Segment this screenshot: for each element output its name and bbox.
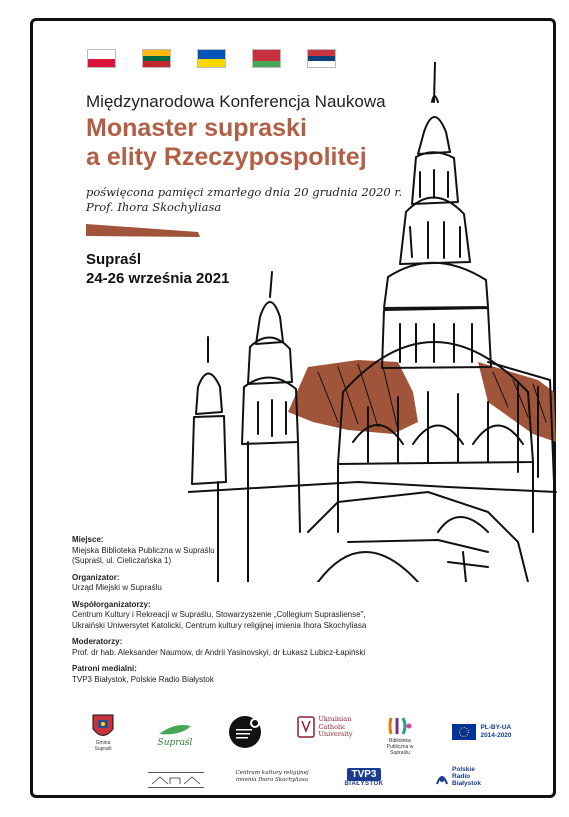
coat-of-arms-icon	[92, 714, 114, 740]
polskie-radio-text	[452, 766, 481, 787]
conference-subtitle: Międzynarodowa Konferencja Naukowa	[86, 92, 386, 111]
organizer-name: Urząd Miejski w Supraślu	[72, 583, 162, 592]
leaf-icon	[155, 722, 195, 738]
centrum-kultury-i-rekreacji-logo	[148, 772, 204, 788]
moderators-label: Moderatorzy:	[72, 637, 123, 646]
suprasl-logo	[150, 722, 200, 748]
moderators-names: Prof. dr hab. Aleksander Naumow, dr Andrii Yasinovskyi, dr Łukasz Lubicz-Łapiński	[72, 647, 366, 657]
eu-flag-icon	[452, 724, 476, 740]
suprasl-logo-text: Supraśl	[157, 738, 193, 748]
ucu-emblem-icon	[297, 716, 315, 738]
polskie-radio-line-2: Radio	[452, 773, 471, 780]
title-line-2: a elity Rzeczypospolitej	[86, 143, 367, 171]
venue-section	[72, 535, 512, 567]
organizer-label: Organizator:	[72, 572, 120, 582]
tvp3-badge: TVP3	[347, 768, 380, 781]
tvp3-logo	[344, 768, 384, 787]
place: Supraśl	[86, 251, 142, 268]
gmina-suprasl-logo	[86, 714, 120, 752]
ucu-line-2: Catholic	[318, 722, 346, 731]
venue-address: (Supraśl, ul. Cieliczańska 1)	[72, 556, 172, 565]
coorganizers-label: Współorganizatorzy:	[72, 599, 151, 609]
ucu-text	[318, 716, 352, 739]
event-details	[72, 535, 512, 691]
radio-wave-icon	[435, 768, 449, 786]
library-icon	[387, 714, 413, 738]
dedication-line-1: poświęcona pamięci zmarłego dnia 20 grudnia 2020 r.	[86, 185, 403, 199]
gmina-label: Gmina Supraśl	[94, 740, 112, 752]
coorganizers-line-1: Centrum Kultury i Rekreacji w Supraślu, Stowarzyszenie „Collegium Suprasliense",	[72, 610, 366, 619]
collegium-suprasliense-logo	[227, 714, 263, 750]
poland-flag	[87, 49, 116, 68]
title-line-1: Monaster supraski	[86, 114, 307, 142]
polskie-radio-line-3: Białystok	[452, 780, 481, 787]
eu-program-line-2: 2014-2020	[480, 732, 512, 739]
polskie-radio-line-1: Polskie	[452, 766, 475, 773]
centrum-kultury-line-2: imienia Ihora Skochyliasa	[235, 777, 309, 783]
collegium-circle-icon	[228, 715, 262, 749]
eu-program-logo	[444, 724, 520, 740]
monastery-sketch-illustration	[188, 62, 558, 582]
coorganizers-line-2: Ukraiński Uniwersytet Katolicki, Centrum kultury religijnej imienia Ihora Skochyliasa	[72, 620, 367, 630]
patrons-section	[72, 664, 512, 685]
venue-label: Miejsce:	[72, 535, 104, 544]
dates: 24-26 września 2021	[86, 270, 230, 287]
eu-program-text	[480, 724, 511, 740]
biblioteka-logo	[380, 714, 420, 756]
centrum-kultury-line-1: Centrum kultury religijnej	[235, 770, 309, 776]
ucu-logo	[290, 716, 360, 739]
ucu-line-1: Ukrainian	[318, 715, 352, 723]
eu-program-line-1: PL-BY-UA	[480, 724, 512, 731]
polskie-radio-logo	[428, 766, 488, 787]
patrons-label: Patroni medialni:	[72, 664, 137, 673]
ucu-line-3: University	[318, 730, 353, 738]
patrons-names: TVP3 Białystok, Polskie Radio Białystok	[72, 674, 214, 684]
brush-stroke-decoration	[86, 222, 201, 238]
moderators-section	[72, 637, 512, 658]
lithuania-flag	[142, 49, 171, 68]
sponsor-logos	[72, 712, 522, 792]
building-outline-icon	[150, 775, 202, 785]
coorganizers-section	[72, 600, 512, 632]
organizer-section	[72, 573, 512, 594]
venue-name: Miejska Biblioteka Publiczna w Supraślu	[72, 545, 215, 555]
dedication-line-2: Prof. Ihora Skochyliasa	[86, 200, 222, 214]
biblioteka-label: Biblioteka Publiczna w Supraślu	[386, 738, 414, 756]
tvp3-city: BIAŁYSTOK	[344, 781, 384, 787]
centrum-kultury-religijnej-logo	[232, 770, 312, 784]
